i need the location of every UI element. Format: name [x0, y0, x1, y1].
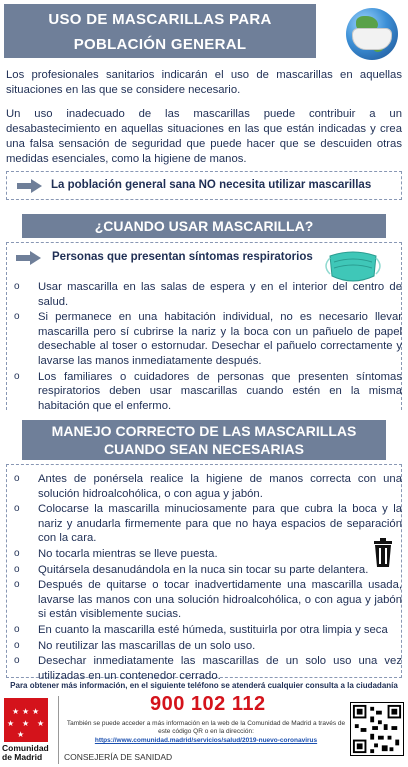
list-item: o Los familiares o cuidadores de personas que presenten síntomas respiratorios deben usar mascarillas cuando estén en la misma habitación que el enfermo.: [14, 370, 402, 412]
divider: [58, 696, 59, 764]
phone-number: 900 102 112: [150, 693, 266, 715]
section-handling-heading-line-1: MANEJO CORRECTO DE LAS MASCARILLAS: [51, 423, 357, 439]
list-item: o Después de quitarse o tocar inadvertidamente una mascarilla usada, lavarse las manos con una solución hidroalcohólica, o con agua y jabón si están visiblemente sucias.: [14, 579, 402, 621]
section-handling-heading: [22, 420, 386, 460]
globe-mask-icon: [346, 8, 398, 60]
comunidad-madrid-logo: ★ ★ ★ ★ ★ ★ ★: [4, 698, 48, 742]
intro-paragraph-1: Los profesionales sanitarios indicarán el uso de mascarillas en aquellas situaciones en las que se considere necesario.: [6, 69, 402, 96]
intro-paragraph-2: Un uso inadecuado de las mascarillas puede contribuir a un desabastecimiento en aquellas situaciones en las que están indicadas y crea una falsa sensación de seguridad que puede hacer que se descuiden otras medidas esenciales, como la higiene de manos.: [6, 108, 402, 165]
footer: [0, 692, 408, 767]
callout-box: [6, 171, 402, 200]
list-item: o En cuanto la mascarilla esté húmeda, sustituirla por otra limpia y seca: [14, 623, 388, 636]
list-item: o No tocarla mientras se lleve puesta.: [14, 547, 218, 560]
list-item: o No reutilizar las mascarillas de un solo uso.: [14, 639, 256, 652]
section-handling-heading-line-2: CUANDO SEAN NECESARIAS: [104, 441, 304, 457]
list-item: o Antes de ponérsela realice la higiene de manos correcta con una solución hidroalcohólica, o con agua y jabón.: [14, 473, 402, 500]
consejeria-label: CONSEJERÍA DE SANIDAD: [64, 752, 173, 762]
title-line-1: USO DE MASCARILLAS PARA: [48, 11, 272, 28]
logo-text: Comunidad de Madrid: [2, 743, 49, 762]
web-info-text: También se puede acceder a más información en la web de la Comunidad de Madrid a través de este código QR o en la dirección:: [66, 720, 346, 735]
list-item: o Quitársela desanudándola en la nuca sin tocar su parte delantera.: [14, 563, 369, 576]
web-url-link[interactable]: https://www.comunidad.madrid/servicios/salud/2019-nuevo-coronavirus: [94, 737, 318, 744]
list-item: o Usar mascarilla en las salas de espera y en el interior del centro de salud.: [14, 281, 402, 308]
callout-text: La población general sana NO necesita utilizar mascarillas: [51, 179, 372, 191]
qr-code-icon[interactable]: [350, 702, 404, 756]
list-item: o Si permanece en una habitación individual, no es necesario llevar mascarilla pero sí cubrirse la nariz y la boca con un pañuelo de papel desechable al toser o estornudar. Desechar el pañuelo correctamente y lavarse las manos inmediatamente después.: [14, 311, 402, 367]
section-when-subheading: Personas que presentan síntomas respiratorios: [52, 251, 313, 263]
arrow-right-icon: [16, 251, 42, 265]
list-item: o Colocarse la mascarilla minuciosamente para que cubra la boca y la nariz y anudarla firmemente para que no haya espacios de separación con la cara.: [14, 503, 402, 545]
section-when-heading: ¿CUANDO USAR MASCARILLA?: [22, 214, 386, 238]
section-when-list: [6, 280, 402, 414]
section-handling-list: [6, 472, 402, 684]
title-line-2: POBLACIÓN GENERAL: [73, 36, 247, 53]
arrow-right-icon: [17, 179, 43, 193]
list-item: o Desechar inmediatamente las mascarillas de un solo uso una vez utilizadas en un contenedor cerrado.: [14, 655, 402, 682]
info-line: Para obtener más información, en el siguiente teléfono se atenderá cualquier consulta a la ciudadanía: [10, 681, 398, 690]
page-title: [4, 4, 316, 58]
